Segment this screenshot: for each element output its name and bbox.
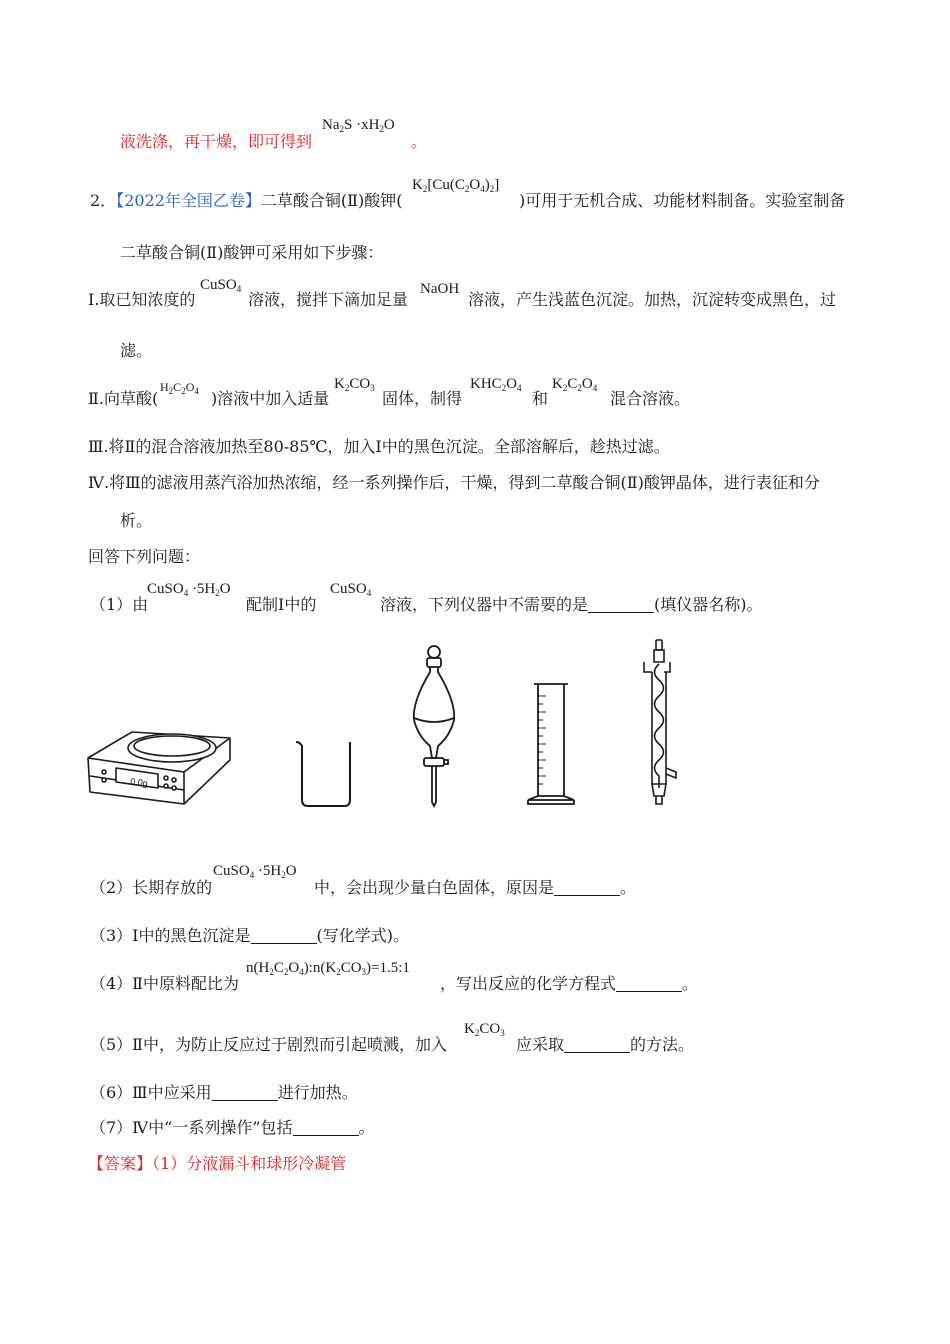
- source-tag: 【2022年全国乙卷】: [116, 191, 261, 210]
- step-2-text-c: 固体，制得: [382, 389, 463, 408]
- answer-blank[interactable]: [554, 880, 620, 896]
- prev-answer-text: 液洗涤，再干燥，即可得到: [120, 132, 313, 151]
- sub-question-4-a: （4）Ⅱ中原料配比为: [90, 974, 240, 993]
- question-2-line-1-end: )可用于无机合成、功能材料制备。实验室制备: [519, 191, 846, 210]
- formula-k2cu-c2o4: $K_2[Cu(C_2O_4)_2]$: [412, 177, 500, 194]
- formula-khc2o4: $KHC_2O_4$: [470, 376, 522, 393]
- formula-ratio: $n(H_2C_2O_4):n(K_2CO_3)=1.5:1$: [246, 960, 410, 977]
- formula-cuso4: CuSO$_4$: [200, 277, 242, 294]
- step-2-text-d: 和: [532, 389, 549, 408]
- sub-question-1-a: （1）由: [90, 595, 149, 614]
- separatory-funnel-icon: [410, 640, 466, 808]
- step-1-text-b: 溶液，搅拌下滴加足量: [248, 290, 409, 309]
- step-4-text-b: 析。: [120, 511, 153, 530]
- answer-text: （1）分液漏斗和球形冷凝管: [152, 1154, 347, 1173]
- formula-k2co3: $K_2CO_3$: [334, 376, 375, 393]
- sub-question-5-a: （5）Ⅱ中，为防止反应过于剧烈而引起喷溅，加入: [90, 1035, 448, 1054]
- sub-question-7: （7）Ⅳ中“一系列操作”包括 。: [90, 1118, 375, 1137]
- answer-prompt: 回答下列问题：: [88, 547, 201, 566]
- sub-question-4-b: ，写出反应的化学方程式 。: [440, 974, 699, 993]
- sub-question-6: （6）Ⅲ中应采用 进行加热。: [90, 1083, 358, 1102]
- step-1-text-d: 滤。: [120, 341, 153, 360]
- formula-cuso4-5h2o: CuSO$_4$ $\cdot 5H_2O$: [213, 863, 297, 880]
- formula-h2c2o4: $H_2C_2O_4$: [160, 380, 199, 396]
- step-2-text-a: Ⅱ.向草酸(: [88, 389, 159, 408]
- answer-blank[interactable]: [212, 1085, 278, 1101]
- formula-cuso4: CuSO$_4$: [330, 581, 372, 598]
- answer-line: [88, 1153, 346, 1175]
- answer-blank[interactable]: [588, 597, 654, 613]
- sub-question-2-b: 中，会出现少量白色固体，原因是 。: [314, 878, 637, 897]
- bulb-condenser-icon: [636, 638, 684, 810]
- sub-question-1-c: 溶液，下列仪器中不需要的是 (填仪器名称)。: [380, 595, 763, 614]
- prev-answer-end: 。: [411, 132, 428, 151]
- measuring-cylinder-icon: [526, 682, 576, 808]
- sub-question-2-a: （2）长期存放的: [90, 878, 213, 897]
- beaker-icon: [294, 738, 356, 808]
- sub-question-1-b: 配制Ⅰ中的: [246, 595, 317, 614]
- step-2-text-e: 混合溶液。: [610, 389, 691, 408]
- step-2-text-b: )溶液中加入适量: [211, 389, 330, 408]
- step-3-text: Ⅲ.将Ⅱ的混合溶液加热至80-85℃，加入Ⅰ中的黑色沉淀。全部溶解后，趁热过滤。: [88, 437, 670, 456]
- electronic-balance-icon: [86, 720, 232, 816]
- formula-k2c2o4: $K_2C_2O_4$: [552, 376, 598, 393]
- sub-question-3: （3）Ⅰ中的黑色沉淀是 (写化学式)。: [90, 926, 410, 945]
- step-1-text-a: Ⅰ.取已知浓度的: [88, 290, 196, 309]
- formula-na2s-hydrate: $Na_2S \cdot xH_2O$: [322, 117, 395, 134]
- balance-display: 0.0g: [129, 776, 149, 789]
- sub-question-5-b: 应采取 的方法。: [516, 1035, 695, 1054]
- formula-k2co3: $K_2CO_3$: [464, 1021, 505, 1038]
- question-2-line-1: 2．【2022年全国乙卷】二草酸合铜(Ⅱ)酸钾(: [90, 191, 403, 210]
- question-2-line-2: 二草酸合铜(Ⅱ)酸钾可采用如下步骤：: [120, 243, 384, 262]
- answer-blank[interactable]: [251, 928, 317, 944]
- formula-naoh: NaOH: [420, 281, 460, 297]
- step-4-text-a: Ⅳ.将Ⅲ的滤液用蒸汽浴加热浓缩，经一系列操作后，干燥，得到二草酸合铜(Ⅱ)酸钾晶体，进行表征和分: [88, 473, 820, 492]
- formula-cuso4-5h2o: CuSO$_4$ $\cdot 5H_2O$: [147, 581, 231, 598]
- answer-tag: 【答案】: [88, 1154, 153, 1173]
- answer-blank[interactable]: [616, 976, 682, 992]
- answer-blank[interactable]: [564, 1037, 630, 1053]
- answer-blank[interactable]: [293, 1120, 359, 1136]
- step-1-text-c: 溶液，产生浅蓝色沉淀。加热，沉淀转变成黑色，过: [468, 290, 837, 309]
